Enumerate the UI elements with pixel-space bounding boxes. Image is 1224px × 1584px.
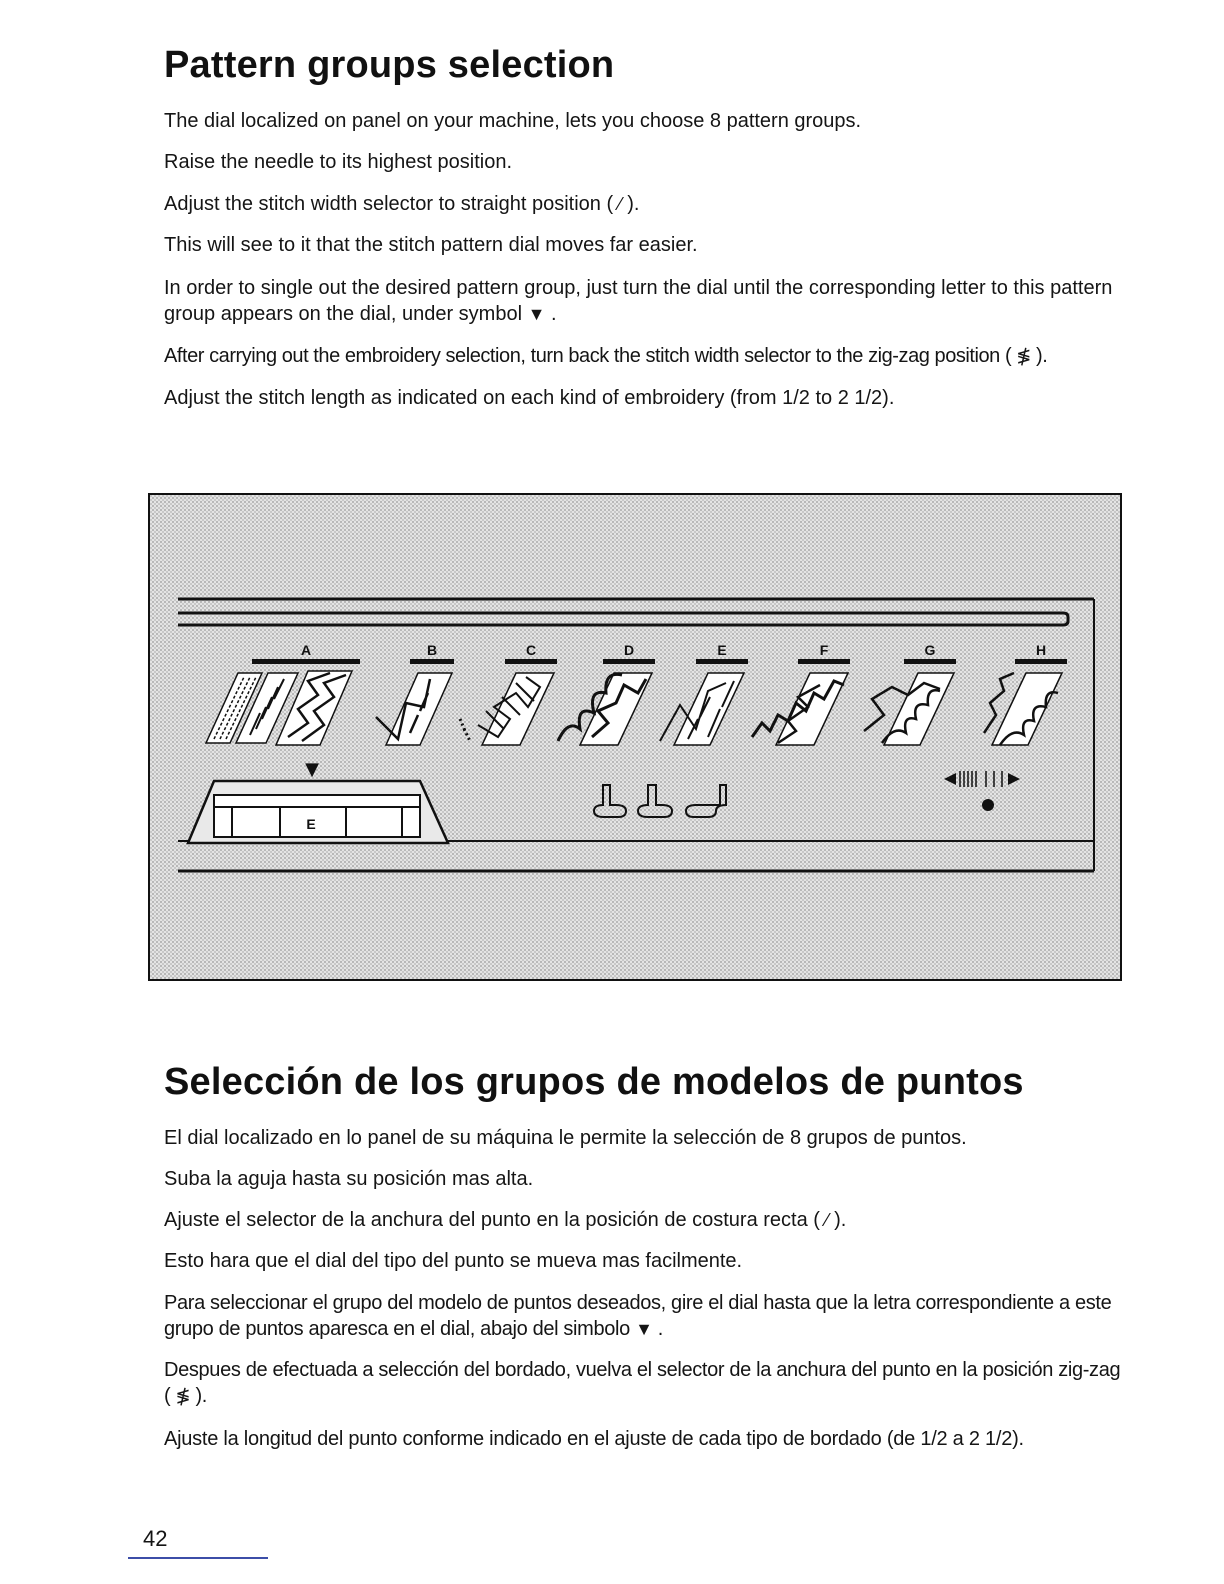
group-letter-g: G bbox=[924, 642, 936, 658]
page-number-rule bbox=[128, 1557, 268, 1559]
machine-panel-illustration bbox=[148, 493, 1122, 981]
straight-stitch-icon-es: ⁄ bbox=[825, 1210, 829, 1230]
paragraph-adjust-width-es: Ajuste el selector de la anchura del punto en la posición de costura recta ( ⁄ ). bbox=[164, 1209, 847, 1231]
paragraph-select-group: In order to single out the desired pattern group, just turn the dial until the corresponding letter to this pattern group appears on the dial, under symbol ▼ . bbox=[164, 277, 1113, 325]
page-number: 42 bbox=[143, 1526, 168, 1551]
paragraph-zigzag-return: After carrying out the embroidery selection, turn back the stitch width selector to the zig-zag position ( ≸ ). bbox=[164, 345, 1048, 367]
dial-letter: E bbox=[306, 816, 316, 832]
paragraph-dial-intro: The dial localized on panel on your machine, lets you choose 8 pattern groups. bbox=[164, 110, 862, 132]
paragraph-raise-needle-es: Suba la aguja hasta su posición mas alta. bbox=[164, 1168, 534, 1190]
group-letter-h: H bbox=[1035, 642, 1047, 658]
paragraph-stitch-length-es: Ajuste la longitud del punto conforme indicado en el ajuste de cada tipo de bordado (de 1/2 a 2 1/2). bbox=[164, 1428, 1024, 1450]
paragraph-select-group-es: Para seleccionar el grupo del modelo de puntos deseados, gire el dial hasta que la letra correspondiente a este grupo de puntos aparesca en el dial, abajo del simbolo ▼ . bbox=[164, 1292, 1112, 1340]
paragraph-zigzag-return-es: Despues de efectuada a selección del bordado, vuelva el selector de la anchura del punto en la posición zig-zag ( ≸ ). bbox=[164, 1359, 1121, 1407]
group-letter-e: E bbox=[717, 642, 727, 658]
paragraph-dial-intro-es: El dial localizado en lo panel de su máquina le permite la selección de 8 grupos de puntos. bbox=[164, 1127, 967, 1149]
paragraph-adjust-width: Adjust the stitch width selector to straight position ( ⁄ ). bbox=[164, 193, 640, 215]
group-letter-a: A bbox=[300, 642, 312, 658]
group-letter-f: F bbox=[819, 642, 829, 658]
paragraph-easier-es: Esto hara que el dial del tipo del punto se mueva mas facilmente. bbox=[164, 1250, 743, 1272]
group-letter-b: B bbox=[426, 642, 438, 658]
paragraph-easier: This will see to it that the stitch pattern dial moves far easier. bbox=[164, 234, 698, 256]
paragraph-raise-needle: Raise the needle to its highest position. bbox=[164, 151, 512, 173]
straight-stitch-icon: ⁄ bbox=[618, 194, 622, 214]
dial-pointer-icon: ▼ bbox=[305, 759, 319, 780]
page-title: Pattern groups selection bbox=[164, 44, 615, 86]
zigzag-stitch-icon-es: ≸ bbox=[175, 1386, 191, 1406]
down-arrow-icon: ▼ bbox=[527, 304, 546, 324]
group-letter-c: C bbox=[525, 642, 537, 658]
paragraph-stitch-length: Adjust the stitch length as indicated on each kind of embroidery (from 1/2 to 2 1/2). bbox=[164, 387, 895, 409]
zigzag-stitch-icon: ≸ bbox=[1016, 346, 1031, 366]
down-arrow-icon-es: ▼ bbox=[635, 1319, 653, 1339]
spanish-title: Selección de los grupos de modelos de puntos bbox=[164, 1061, 1024, 1103]
group-letter-d: D bbox=[623, 642, 635, 658]
pattern-dial bbox=[188, 781, 448, 843]
